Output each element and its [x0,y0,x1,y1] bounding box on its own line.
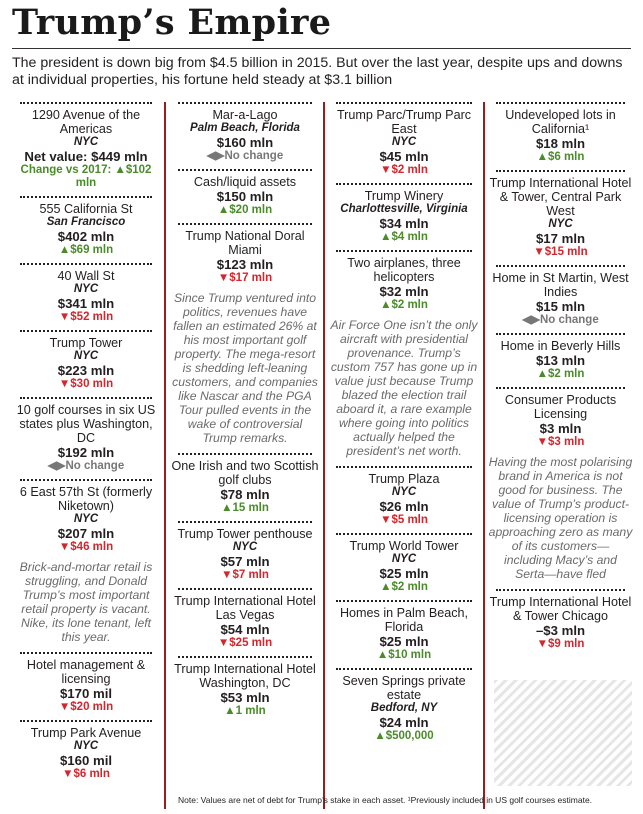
asset-item [170,656,320,718]
asset-value: $45 mln [379,149,429,164]
asset-item [170,588,320,650]
asset-item [488,170,633,259]
asset-item [328,250,480,312]
asset-location: NYC [391,136,417,148]
page-title: Trump’s Empire [12,2,332,43]
asset-item [12,479,160,554]
asset-value: $18 mln [535,136,586,151]
asset-value: $13 mln [535,353,586,368]
footnote: Note: Values are net of debt for Trump’s stake in each asset. ¹Previously included in US golf courses estimate. [178,795,593,805]
asset-name: Trump Tower penthouse [177,527,313,541]
asset-change: ▼$25 mln [217,637,273,649]
asset-value: $402 mln [57,229,115,244]
asset-change: ▲15 mln [221,502,269,514]
asset-name: Trump International Hotel Las Vegas [174,594,316,622]
asset-name: 40 Wall St [57,269,115,283]
dotted-divider [20,652,152,654]
asset-change: ▼$20 mln [58,701,114,713]
dotted-divider [336,250,472,252]
asset-item [488,589,633,651]
dotted-divider [20,397,152,399]
dotted-divider [178,656,312,658]
asset-change: ▲$6 mln [536,151,585,163]
asset-location: NYC [391,486,417,498]
asset-column-4 [488,102,633,657]
asset-change: ◀▶No change [522,314,599,326]
asset-item [170,453,320,515]
dotted-divider [20,263,152,265]
dotted-divider [336,600,472,602]
asset-location: San Francisco [46,216,126,228]
asset-value: $24 mln [379,715,429,730]
asset-name: Trump National Doral Miami [185,229,305,257]
asset-name: Trump Park Avenue [30,726,142,740]
asset-change: ▼$15 mln [533,246,588,258]
asset-column-2 [170,102,320,724]
asset-note: Since Trump ventured into politics, revenues have fallen an estimated 26% at his most important golf property. The mega-resort is shedding left-leaning customers, and companies like Nascar and the PGA Tour pulled events in the wake of controversial Trump remarks. [172,291,318,445]
asset-location: Palm Beach, Florida [190,122,300,134]
asset-item [328,466,480,527]
hatch-pattern [494,680,632,786]
dotted-divider [20,479,152,481]
asset-name: Trump Parc/Trump Parc East [336,108,472,136]
asset-change: ▲$20 mln [217,204,273,216]
asset-item [12,102,160,190]
asset-location: NYC [73,283,99,295]
dotted-divider [496,589,625,591]
asset-value: $17 mln [535,231,586,246]
asset-name: Trump International Hotel Washington, DC [174,662,316,690]
asset-location: NYC [73,740,99,752]
asset-name: Trump International Hotel & Tower, Central Park West [489,176,632,218]
dotted-divider [496,170,625,172]
asset-name: Trump World Tower [349,539,459,553]
dotted-divider [496,333,625,335]
asset-item [328,533,480,594]
asset-item [170,102,320,163]
asset-change: ▼$52 mln [58,311,114,323]
asset-change: ▼$5 mln [380,514,428,526]
dotted-divider [336,466,472,468]
dotted-divider [496,265,625,267]
asset-note: Brick-and-mortar retail is struggling, and Donald Trump’s most important retail property is vacant. Nike, its lone tenant, left this year. [19,560,153,644]
asset-location: NYC [73,513,99,525]
asset-change: Change vs 2017: ▲$102 mln [20,164,152,189]
intro-text: The president is down big from $4.5 billion in 2015. But over the last year, despite ups and downs at individual properties, his fortune held steady at $3.1 billion [12,55,623,88]
dotted-divider [336,533,472,535]
asset-item [12,196,160,257]
asset-value: –$3 mln [535,623,586,638]
asset-change: ▲$500,000 [374,730,434,742]
asset-item [328,600,480,662]
asset-value: $32 mln [379,284,429,299]
dotted-divider [20,102,152,104]
title-rule [12,48,631,49]
asset-change: ▼$3 mln [536,436,585,448]
asset-change: ▲$2 mln [536,368,585,380]
asset-name: Trump Plaza [368,472,440,486]
asset-change: ▲1 mln [224,705,266,717]
asset-column-1 [12,102,160,787]
dotted-divider [178,223,312,225]
asset-change: ▼$6 mln [62,768,110,780]
asset-change: ▼$30 mln [58,378,114,390]
dotted-divider [178,588,312,590]
asset-change: ◀▶No change [47,460,125,472]
asset-value: Net value: $449 mln [24,149,148,164]
asset-item [328,668,480,743]
dotted-divider [496,387,625,389]
asset-value: $34 mln [379,216,429,231]
column-divider [483,102,485,809]
asset-value: $25 mln [379,566,429,581]
dotted-divider [336,183,472,185]
asset-value: $78 mln [220,487,270,502]
column-divider [323,102,325,809]
dotted-divider [20,196,152,198]
asset-value: $170 mil [59,686,113,701]
asset-value: $26 mln [379,499,429,514]
asset-change: ▲$10 mln [376,649,432,661]
asset-note: Air Force One isn’t the only aircraft with presidential provenance. Trump’s custom 757 has gone up in value just because Trump blazed the election trail aboard it, a rare example where going into politics actually helped the president’s net worth. [330,318,478,458]
asset-value: $53 mln [220,690,270,705]
asset-value: $150 mln [216,189,274,204]
asset-name: Consumer Products Licensing [504,393,617,421]
asset-name: One Irish and two Scottish golf clubs [171,459,319,487]
asset-change: ▲$4 mln [380,231,428,243]
asset-item [12,720,160,781]
asset-value: $341 mln [57,296,115,311]
asset-change: ▼$9 mln [536,638,585,650]
asset-value: $54 mln [220,622,270,637]
asset-location: NYC [73,136,99,148]
asset-value: $223 mln [57,363,115,378]
asset-name: 10 golf courses in six US states plus Washington, DC [16,403,156,445]
asset-item [488,102,633,164]
asset-name: 1290 Avenue of the Americas [31,108,141,136]
asset-change: ▼$46 mln [58,541,114,553]
asset-name: Trump International Hotel & Tower Chicago [489,595,632,623]
asset-location: NYC [391,553,417,565]
asset-name: Cash/liquid assets [193,175,297,189]
asset-name: Seven Springs private estate [342,674,466,702]
asset-value: $192 mln [57,445,115,460]
asset-value: $57 mln [220,554,270,569]
dotted-divider [336,668,472,670]
asset-location: NYC [232,541,258,553]
dotted-divider [20,330,152,332]
asset-item [170,521,320,582]
dotted-divider [496,102,625,104]
asset-location: NYC [73,350,99,362]
asset-item [170,169,320,217]
dotted-divider [178,521,312,523]
asset-item [170,223,320,285]
asset-value: $3 mln [539,421,582,436]
asset-name: Trump Tower [49,336,123,350]
column-divider [164,102,166,809]
dotted-divider [20,720,152,722]
asset-item [12,263,160,324]
asset-value: $15 mln [535,299,586,314]
asset-name: Home in St Martin, West Indies [492,271,629,299]
asset-value: $25 mln [379,634,429,649]
dotted-divider [178,102,312,104]
asset-item [328,183,480,244]
dotted-divider [178,453,312,455]
asset-item [12,652,160,714]
asset-name: Trump Winery [364,189,444,203]
asset-value: $123 mln [216,257,274,272]
asset-change: ▼$2 mln [380,164,428,176]
asset-item [12,397,160,473]
asset-change: ▼$7 mln [221,569,269,581]
asset-location: NYC [548,218,573,230]
asset-item [488,387,633,449]
asset-name: Home in Beverly Hills [500,339,621,353]
asset-item [488,333,633,381]
asset-name: 555 California St [39,202,133,216]
asset-item [12,330,160,391]
asset-change: ▲$69 mln [58,244,114,256]
asset-value: $207 mln [57,526,115,541]
asset-name: Hotel management & licensing [26,658,146,686]
asset-name: Mar-a-Lago [212,108,278,122]
asset-item [328,102,480,177]
dotted-divider [336,102,472,104]
asset-note: Having the most polarising brand in America is not good for business. The value of Trump’s product-licensing operation is approaching zero as many of its customers—including Macy’s and Serta—have fled [488,455,633,581]
asset-name: Undeveloped lots in California¹ [505,108,616,136]
asset-location: Charlottesville, Virginia [340,203,468,215]
asset-change: ▲$2 mln [380,581,428,593]
asset-name: Two airplanes, three helicopters [347,256,461,284]
asset-value: $160 mil [59,753,113,768]
asset-change: ▼$17 mln [217,272,273,284]
asset-change: ▲$2 mln [380,299,428,311]
dotted-divider [178,169,312,171]
asset-column-3 [328,102,480,749]
asset-name: Homes in Palm Beach, Florida [339,606,469,634]
asset-location: Bedford, NY [370,702,438,714]
asset-name: 6 East 57th St (formerly Niketown) [19,485,153,513]
asset-value: $160 mln [216,135,274,150]
asset-item [488,265,633,327]
asset-change: ◀▶No change [206,150,284,162]
